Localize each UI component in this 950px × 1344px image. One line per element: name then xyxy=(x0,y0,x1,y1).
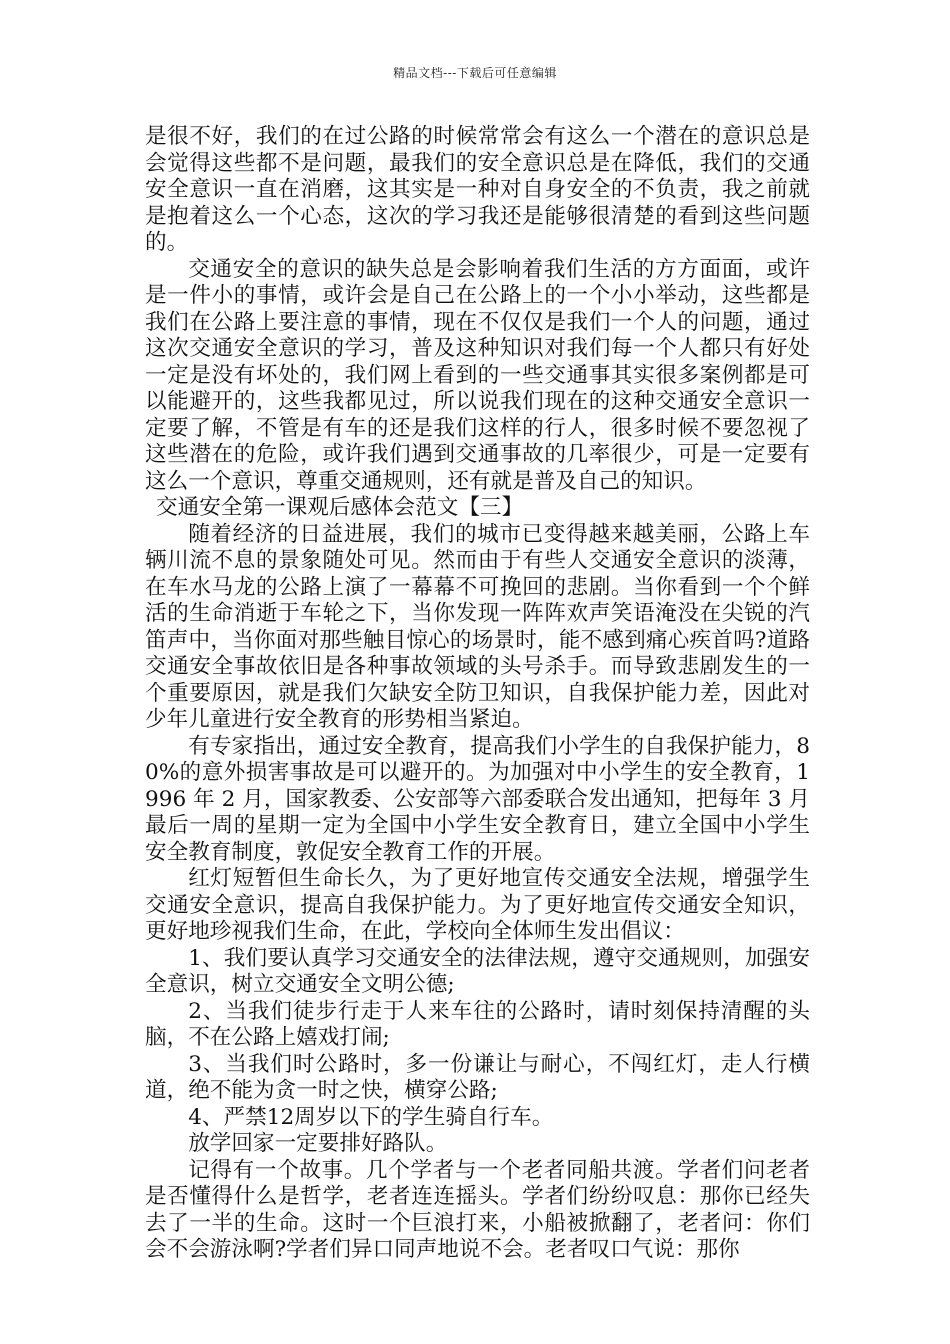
section-heading: 交通安全第一课观后感体会范文【三】 xyxy=(156,495,524,520)
list-item-2: 2、当我们徒步行走于人来车往的公路时，请时刻保持清醒的头脑，不在公路上嬉戏打闹; xyxy=(145,998,810,1050)
paragraph-continuation: 是很不好，我们的在过公路的时候常常会有这么一个潜在的意识总是会觉得这些都不是问题，最我们的安全意识总是在降低，我们的交通安全意识一直在消磨，这其实是一种对自身安全的不负责，我之前就是抱着这么一个心态，这次的学习我还是能够很清楚的看到这些问题的。 xyxy=(145,124,810,255)
paragraph-economy: 随着经济的日益进展，我们的城市已变得越来越美丽，公路上车辆川流不息的景象随处可见。然而由于有些人交通安全意识的淡薄，在车水马龙的公路上演了一幕幕不可挽回的悲剧。当你看到一个个鲜活的生命消逝于车轮之下，当你发现一阵阵欢声笑语淹没在尖锐的汽笛声中，当你面对那些触目惊心的场景时，能不感到痛心疾首吗?道路交通安全事故依旧是各种事故领域的头号杀手。而导致悲剧发生的一个重要原因，就是我们欠缺安全防卫知识，自我保护能力差，因此对少年儿童进行安全教育的形势相当紧迫。 xyxy=(145,521,810,732)
paragraph-story: 记得有一个故事。几个学者与一个老者同船共渡。学者们问老者是否懂得什么是哲学，老者连连摇头。学者们纷纷叹息：那你已经失去了一半的生命。这时一个巨浪打来，小船被掀翻了，老者问：你们会不会游泳啊?学者们异口同声地说不会。老者叹口气说：那你 xyxy=(145,1157,810,1262)
paragraph-experts: 有专家指出，通过安全教育，提高我们小学生的自我保护能力，80%的意外损害事故是可以避开的。为加强对中小学生的安全教育，1996 年 2 月，国家教委、公安部等六部委联合发出通知，把每年 3 月最后一周的星期一定为全国中小学生安全教育日，建立全国中小学生安全教育制度，敦促安全教育工作的开展。 xyxy=(145,733,810,865)
paragraph-red-light: 红灯短暂但生命长久，为了更好地宣传交通安全法规，增强学生交通安全意识，提高自我保护能力。为了更好地宣传交通安全知识，更好地珍视我们生命，在此，学校向全体师生发出倡议： xyxy=(145,866,810,944)
page-header: 精品文档---下载后可任意编辑 xyxy=(393,66,557,80)
paragraph-queue: 放学回家一定要排好路队。 xyxy=(188,1131,448,1156)
list-item-1: 1、我们要认真学习交通安全的法律法规，遵守交通规则，加强安全意识，树立交通安全文明公德; xyxy=(145,945,810,997)
paragraph-awareness: 交通安全的意识的缺失总是会影响着我们生活的方方面面，或许是一件小的事情，或许会是自己在公路上的一个小小举动，这些都是我们在公路上要注意的事情，现在不仅仅是我们一个人的问题，通过这次交通安全意识的学习，普及这种知识对我们每一个人都只有好处一定是没有坏处的，我们网上看到的一些交通事其实很多案例都是可以能避开的，这些我都见过，所以说我们现在的这种交通安全意识一定要了解，不管是有车的还是我们这样的行人，很多时候不要忽视了这些潜在的危险，或许我们遇到交通事故的几率很少，可是一定要有这么一个意识，尊重交通规则，还有就是普及自己的知识。 xyxy=(145,256,810,494)
document-body xyxy=(145,124,810,1264)
list-item-3: 3、当我们时公路时，多一份谦让与耐心，不闯红灯，走人行横道，绝不能为贪一时之快，横穿公路; xyxy=(145,1051,810,1103)
list-item-4: 4、严禁12周岁以下的学生骑自行车。 xyxy=(188,1104,554,1130)
